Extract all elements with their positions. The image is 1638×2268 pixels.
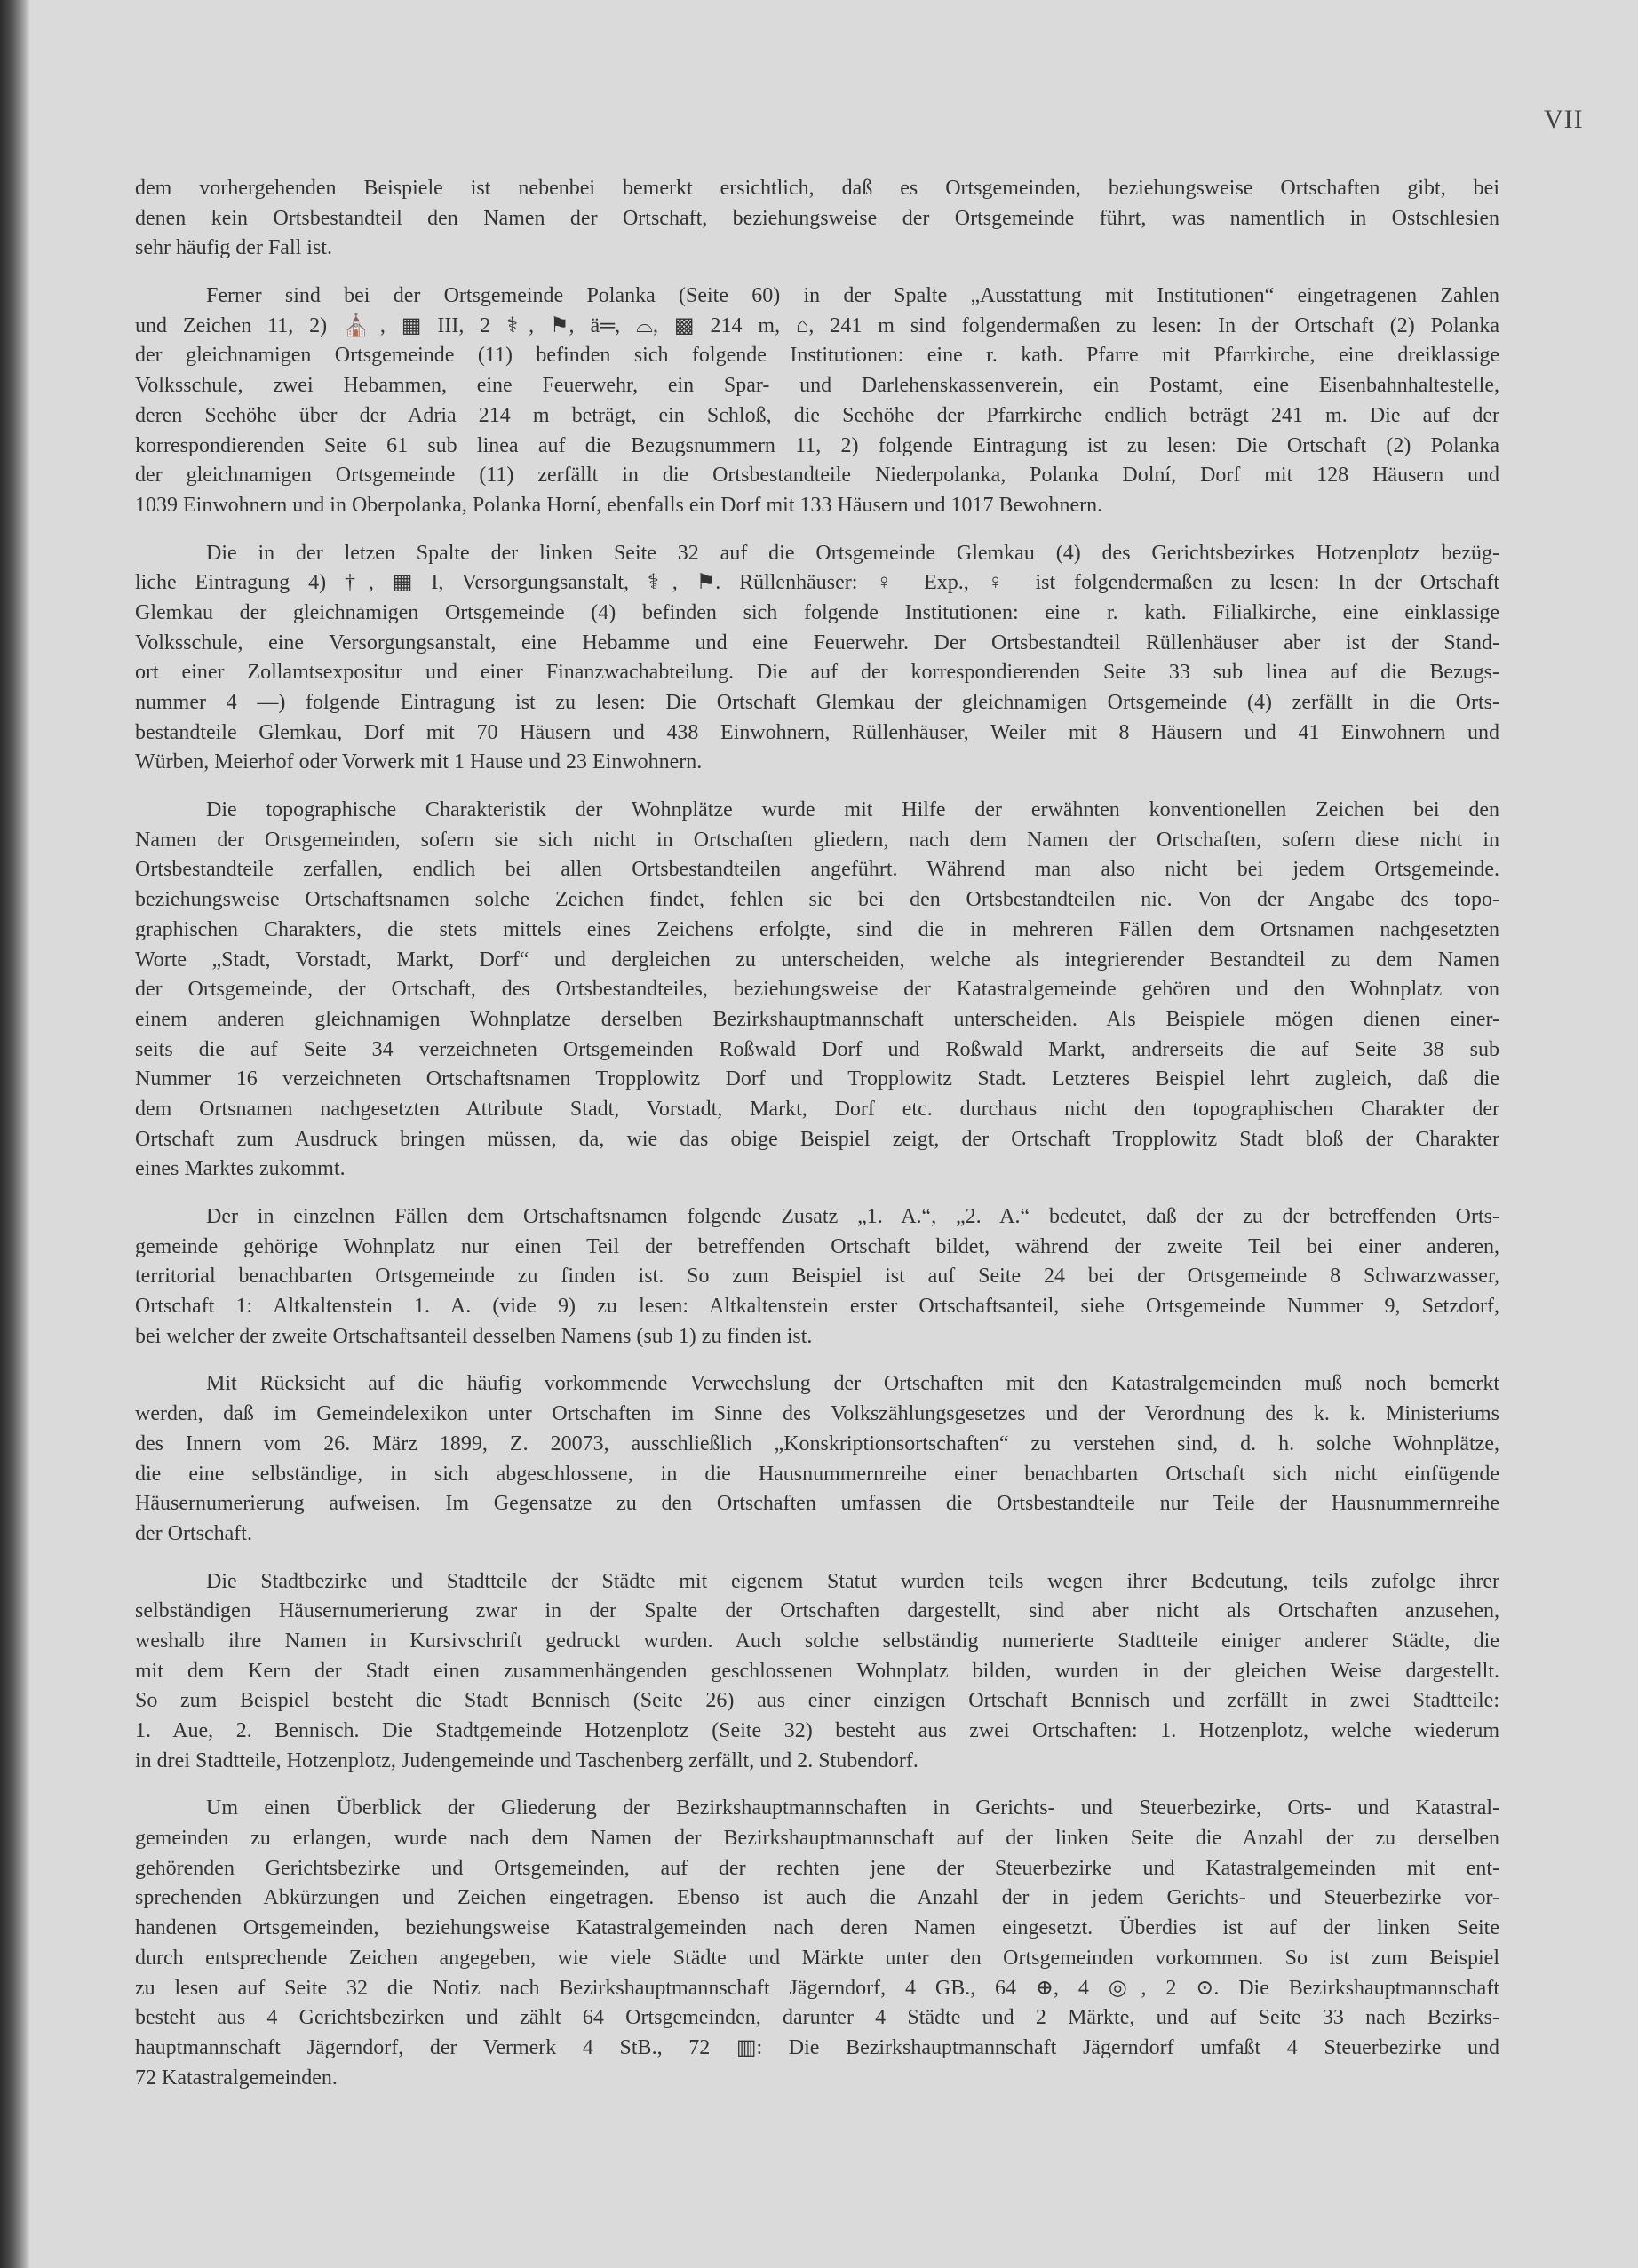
text-line: gehörenden Gerichtsbezirke und Ortsgemeinden, auf der rechten jene der Steuerbezirke und Katastralgemeinden mit ent- <box>135 1856 1499 1880</box>
text-line: Worte „Stadt, Vorstadt, Markt, Dorf“ und dergleichen zu unterscheiden, welche als integrierender Bestandteil zu dem Namen <box>135 948 1499 971</box>
text-line: gemeinden zu erlangen, wurde nach dem Namen der Bezirkshauptmannschaft auf der linken Seite die Anzahl der zu derselben <box>135 1827 1499 1851</box>
text-line: mit dem Kern der Stadt einen zusammenhängenden geschlossenen Wohnplatz bilden, wurden in der gleichen Weise dargestellt. <box>135 1659 1499 1683</box>
text-line: zu lesen auf Seite 32 die Notiz nach Bezirkshauptmannschaft Jägerndorf, 4 GB., 64 ⊕, 4 ◎, 2 ⊙. Die Bezirkshauptmannschaft <box>135 1976 1499 2000</box>
text-line: der gleichnamigen Ortsgemeinde (11) zerfällt in die Ortsbestandteile Niederpolanka, Polanka Dolní, Dorf mit 128 Häusern und <box>135 464 1499 488</box>
paragraph <box>135 539 1499 779</box>
text-line: bestandteile Glemkau, Dorf mit 70 Häusern und 438 Einwohnern, Rüllenhäuser, Weiler mit 8 Häusern und 41 Einwohnern und <box>135 720 1499 744</box>
text-line: einem anderen gleichnamigen Wohnplatze derselben Bezirkshauptmannschaft unterscheiden. Als Beispiele mögen dienen einer- <box>135 1007 1499 1031</box>
text-line: ort einer Zollamtsexpositur und einer Finanzwachabteilung. Die auf der korrespondierenden Seite 33 sub linea auf die Bezugs- <box>135 661 1499 685</box>
text-line: werden, daß im Gemeindelexikon unter Ortschaften im Sinne des Volkszählungsgesetzes und der Verordnung des k. k. Ministeriums <box>135 1402 1499 1426</box>
text-line: liche Eintragung 4) †, ▦ I, Versorgungsanstalt, ⚕, ⚑. Rüllenhäuser: ♀ Exp., ♀ ist folgendermaßen zu lesen: In der Ortschaft <box>135 571 1499 595</box>
text-line: sehr häufig der Fall ist. <box>135 236 332 260</box>
text-line: gemeinde gehörige Wohnplatz nur einen Teil der betreffenden Ortschaft bildet, während der zweite Teil bei einer anderen, <box>135 1234 1499 1258</box>
text-line: beziehungsweise Ortschaftsnamen solche Zeichen findet, fehlen sie bei den Ortsbestandteilen nie. Von der Angabe des topo- <box>135 888 1499 912</box>
text-line: So zum Beispiel besteht die Stadt Bennisch (Seite 26) aus einer einzigen Ortschaft Bennisch und zerfällt in zwei Stadtteile: <box>135 1689 1499 1713</box>
paragraph <box>135 282 1499 521</box>
text-line: Namen der Ortsgemeinden, sofern sie sich nicht in Ortschaften gliedern, nach dem Namen der Ortschaften, sofern diese nicht in <box>135 828 1499 852</box>
text-line: korrespondierenden Seite 61 sub linea auf die Bezugsnummern 11, 2) folgende Eintragung ist zu lesen: Die Ortschaft (2) Polanka <box>135 433 1499 457</box>
text-line: dem Ortsnamen nachgesetzten Attribute Stadt, Vorstadt, Markt, Dorf etc. durchaus nicht den topographischen Charakter der <box>135 1097 1499 1121</box>
text-line: durch entsprechende Zeichen angegeben, wie viele Städte und Märkte unter den Ortsgemeinden vorkommen. So ist zum Beispiel <box>135 1946 1499 1970</box>
text-line: Ferner sind bei der Ortsgemeinde Polanka (Seite 60) in der Spalte „Ausstattung mit Institutionen“ eingetragenen Zahlen <box>206 284 1499 308</box>
text-line: Um einen Überblick der Gliederung der Bezirkshauptmannschaften in Gerichts- und Steuerbezirke, Orts- und Katastral- <box>206 1796 1499 1820</box>
text-line: Der in einzelnen Fällen dem Ortschaftsnamen folgende Zusatz „1. A.“, „2. A.“ bedeutet, daß der zu der betreffenden Orts- <box>206 1205 1499 1228</box>
text-line: deren Seehöhe über der Adria 214 m beträgt, ein Schloß, die Seehöhe der Pfarrkirche endlich beträgt 241 m. Die auf der <box>135 403 1499 427</box>
paragraph <box>135 1202 1499 1352</box>
text-line: der Ortschaft. <box>135 1521 252 1545</box>
text-line: Ortsbestandteile zerfallen, endlich bei allen Ortsbestandteilen angeführt. Während man also nicht bei jedem Ortsgemeinde. <box>135 858 1499 882</box>
text-line: handenen Ortsgemeinden, beziehungsweise Katastralgemeinden nach deren Namen eingesetzt. Überdies ist auf der linken Seite <box>135 1916 1499 1940</box>
paragraph <box>135 1794 1499 2093</box>
text-line: dem vorhergehenden Beispiele ist nebenbei bemerkt ersichtlich, daß es Ortsgemeinden, beziehungsweise Ortschaften gibt, bei <box>135 177 1499 200</box>
text-line: die eine selbständige, in sich abgeschlossene, in die Hausnummernreihe einer benachbarten Ortschaft sich nicht einfügende <box>135 1462 1499 1486</box>
text-line: selbständigen Häusernumerierung zwar in der Spalte der Ortschaften dargestellt, sind aber nicht als Ortschaften anzusehen, <box>135 1599 1499 1623</box>
text-line: der gleichnamigen Ortsgemeinde (11) befinden sich folgende Institutionen: eine r. kath. Pfarre mit Pfarrkirche, eine dreiklassige <box>135 344 1499 368</box>
text-line: und Zeichen 11, 2) ⛪, ▦ III, 2 ⚕, ⚑, ä═, ⌓, ▩ 214 m, ⌂, 241 m sind folgendermaßen zu lesen: In der Ortschaft (2) Polanka <box>135 313 1499 337</box>
text-line: territorial benachbarten Ortsgemeinde zu finden ist. So zum Beispiel ist auf Seite 24 bei der Ortsgemeinde 8 Schwarzwasser, <box>135 1265 1499 1289</box>
text-line: Volksschule, eine Versorgungsanstalt, eine Hebamme und eine Feuerwehr. Der Ortsbestandteil Rüllenhäuser aber ist der Stand- <box>135 630 1499 654</box>
text-line: 72 Katastralgemeinden. <box>135 2066 338 2090</box>
body-text <box>135 174 1499 2111</box>
paragraph <box>135 796 1499 1185</box>
paragraph <box>135 174 1499 264</box>
text-line: weshalb ihre Namen in Kursivschrift gedruckt wurden. Auch solche selbständig numerierte Stadtteile einiger anderer Städte, die <box>135 1629 1499 1653</box>
text-line: denen kein Ortsbestandteil den Namen der Ortschaft, beziehungsweise der Ortsgemeinde führt, was namentlich in Ostschlesien <box>135 206 1499 230</box>
text-line: hauptmannschaft Jägerndorf, der Vermerk 4 StB., 72 ▥: Die Bezirkshauptmannschaft Jägerndorf umfaßt 4 Steuerbezirke und <box>135 2035 1499 2059</box>
text-line: Ortschaft 1: Altkaltenstein 1. A. (vide 9) zu lesen: Altkaltenstein erster Ortschaftsanteil, siehe Ortsgemeinde Nummer 9, Setzdorf, <box>135 1295 1499 1319</box>
paragraph <box>135 1369 1499 1549</box>
text-line: Die topographische Charakteristik der Wohnplätze wurde mit Hilfe der erwähnten konventionellen Zeichen bei den <box>206 798 1499 822</box>
page-number: VII <box>1544 105 1584 134</box>
text-line: der Ortsgemeinde, der Ortschaft, des Ortsbestandteiles, beziehungsweise der Katastralgemeinde gehören und den Wohnplatz von <box>135 978 1499 1002</box>
text-line: Die in der letzen Spalte der linken Seite 32 auf die Ortsgemeinde Glemkau (4) des Gerichtsbezirkes Hotzenplotz bezüg- <box>206 541 1499 565</box>
text-line: sprechenden Abkürzungen und Zeichen eingetragen. Ebenso ist auch die Anzahl der in jedem Gerichts- und Steuerbezirke vor- <box>135 1886 1499 1910</box>
text-line: Volksschule, zwei Hebammen, eine Feuerwehr, ein Spar- und Darlehenskassenverein, ein Postamt, eine Eisenbahnhaltestelle, <box>135 374 1499 398</box>
text-line: bei welcher der zweite Ortschaftsanteil desselben Namens (sub 1) zu finden ist. <box>135 1324 813 1348</box>
text-line: Die Stadtbezirke und Stadtteile der Städte mit eigenem Statut wurden teils wegen ihrer Bedeutung, teils zufolge ihrer <box>206 1569 1499 1593</box>
text-line: in drei Stadtteile, Hotzenplotz, Judengemeinde und Taschenberg zerfällt, und 2. Stubendorf. <box>135 1749 918 1772</box>
text-line: Glemkau der gleichnamigen Ortsgemeinde (4) befinden sich folgende Institutionen: eine r. kath. Filialkirche, eine einklassige <box>135 600 1499 624</box>
text-line: 1039 Einwohnern und in Oberpolanka, Polanka Horní, ebenfalls ein Dorf mit 133 Häusern und 1017 Bewohnern. <box>135 493 1103 517</box>
text-line: Würben, Meierhof oder Vorwerk mit 1 Hause und 23 Einwohnern. <box>135 750 703 774</box>
paragraph <box>135 1567 1499 1777</box>
text-line: Mit Rücksicht auf die häufig vorkommende Verwechslung der Ortschaften mit den Katastralgemeinden muß noch bemerkt <box>206 1372 1499 1396</box>
text-line: eines Marktes zukommt. <box>135 1157 346 1181</box>
text-line: seits die auf Seite 34 verzeichneten Ortsgemeinden Roßwald Dorf und Roßwald Markt, andrerseits die auf Seite 38 sub <box>135 1037 1499 1061</box>
text-line: nummer 4 —) folgende Eintragung ist zu lesen: Die Ortschaft Glemkau der gleichnamigen Ortsgemeinde (4) zerfällt in die Orts- <box>135 691 1499 714</box>
book-binding-edge <box>0 0 30 2268</box>
text-line: 1. Aue, 2. Bennisch. Die Stadtgemeinde Hotzenplotz (Seite 32) besteht aus zwei Ortschaften: 1. Hotzenplotz, welche wiederum <box>135 1719 1499 1742</box>
text-line: Nummer 16 verzeichneten Ortschaftsnamen Tropplowitz Dorf und Tropplowitz Stadt. Letzteres Beispiel lehrt zugleich, daß die <box>135 1067 1499 1091</box>
text-line: Ortschaft zum Ausdruck bringen müssen, da, wie das obige Beispiel zeigt, der Ortschaft Tropplowitz Stadt bloß der Charakter <box>135 1127 1499 1151</box>
text-line: des Innern vom 26. März 1899, Z. 20073, ausschließlich „Konskriptionsortschaften“ zu verstehen sind, d. h. solche Wohnplätze, <box>135 1431 1499 1455</box>
text-line: graphischen Charakters, die stets mittels eines Zeichens erfolgte, sind die in mehreren Fällen dem Ortsnamen nachgesetzten <box>135 917 1499 941</box>
text-line: Häusernumerierung aufweisen. Im Gegensatze zu den Ortschaften umfassen die Ortsbestandteile nur Teile der Hausnummernreihe <box>135 1492 1499 1516</box>
text-line: besteht aus 4 Gerichtsbezirken und zählt 64 Ortsgemeinden, darunter 4 Städte und 2 Märkte, und auf Seite 33 nach Bezirks- <box>135 2006 1499 2030</box>
